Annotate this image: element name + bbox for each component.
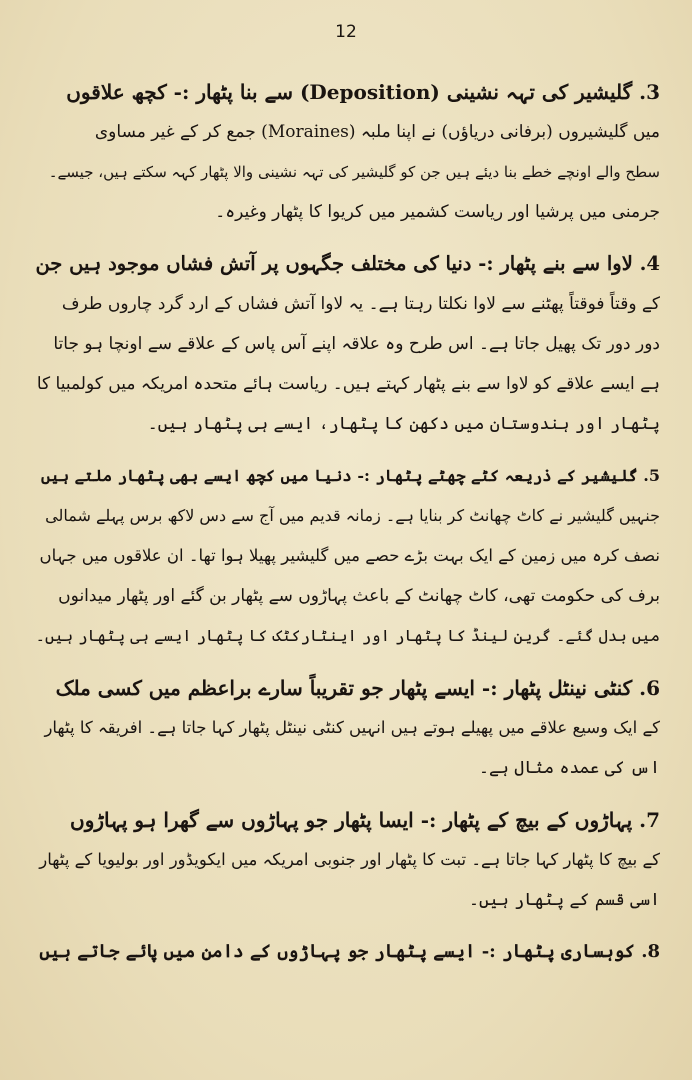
text-line: برف کی حکومت تھی، کاٹ چھانٹ کے باعث پہاڑوں سے پٹھار بن گئے اور پٹھار میدانوں bbox=[58, 586, 660, 606]
text-line: اسی قسم کے پٹھار ہیں۔ bbox=[469, 890, 660, 910]
text-line: سطح والے اونچے خطے بنا دیئے ہیں جن کو گلیشیر کی تہہ نشینی والا پٹھار کہہ سکتے ہیں، جیسے۔ bbox=[48, 163, 660, 181]
text-line: کے وقتاً فوقتاً پھٹنے سے لاوا نکلتا رہتا ہے۔ یہ لاوا آتش فشاں کے ارد گرد چاروں طرف bbox=[61, 294, 660, 314]
page-number: 12 bbox=[335, 22, 357, 42]
paragraph-gap bbox=[30, 232, 660, 244]
paragraph-gap bbox=[30, 920, 660, 932]
text-line: کے بیچ کا پٹھار کہا جاتا ہے۔ تبت کا پٹھار اور جنوبی امریکہ میں ایکویڈور اور بولیویا کے پٹھار bbox=[39, 850, 660, 869]
section-heading-line: 3. گلیشیر کی تہہ نشینی (Deposition) سے بنا پٹھار :- کچھ علاقوں bbox=[66, 80, 660, 104]
text-line: نصف کرہ میں زمین کے ایک بہت بڑے حصے میں گلیشیر پھیلا ہوا تھا۔ ان علاقوں میں جہاں bbox=[39, 546, 660, 565]
section-heading-line: 8. کوہساری پٹھار :- ایسے پٹھار جو پہاڑوں کے دامن میں پائے جاتے ہیں bbox=[39, 941, 660, 962]
section-heading-line: 4. لاوا سے بنے پٹھار :- دنیا کی مختلف جگہوں پر آتش فشاں موجود ہیں جن bbox=[35, 252, 660, 275]
section-heading-line: 5. گلیشیر کے ذریعہ کٹے چھٹے پٹھار :- دنیا میں کچھ ایسے بھی پٹھار ملتے ہیں bbox=[40, 466, 660, 485]
paragraph-gap bbox=[30, 444, 660, 456]
section-heading-line: 7. پہاڑوں کے بیچ کے پٹھار :- ایسا پٹھار جو پہاڑوں سے گھرا ہو پہاڑوں bbox=[70, 808, 660, 832]
paragraph-gap bbox=[30, 788, 660, 800]
text-body bbox=[30, 72, 660, 972]
text-line: جنہیں گلیشیر نے کاٹ چھانٹ کر بنایا ہے۔ زمانہ قدیم میں آج سے دس لاکھ برس پہلے شمالی bbox=[45, 506, 660, 525]
text-line: کے ایک وسیع علاقے میں پھیلے ہوتے ہیں انہیں کنٹی نینٹل پٹھار کہا جاتا ہے۔ افریقہ کا پٹھار bbox=[44, 718, 660, 737]
text-line: اس کی عمدہ مثال ہے۔ bbox=[479, 758, 660, 778]
text-line: پٹھار اور ہندوستان میں دکھن کا پٹھار، ایسے ہی پٹھار ہیں۔ bbox=[147, 414, 660, 434]
paragraph-gap bbox=[30, 656, 660, 668]
text-line: دور دور تک پھیل جاتا ہے۔ اس طرح وہ علاقہ اپنے آس پاس کے علاقے سے اونچا ہو جاتا bbox=[53, 334, 660, 354]
text-line: جرمنی میں پرشیا اور ریاست کشمیر میں کریوا کا پٹھار وغیرہ۔ bbox=[215, 202, 660, 222]
text-line: ہے ایسے علاقے کو لاوا سے بنے پٹھار کہتے ہیں۔ ریاست ہائے متحدہ امریکہ میں کولمبیا کا bbox=[36, 374, 660, 394]
text-line: میں بدل گئے۔ گرین لینڈ کا پٹھار اور اینٹارکٹک کا پٹھار ایسے ہی پٹھار ہیں۔ bbox=[35, 626, 660, 645]
text-line: میں گلیشیروں (برفانی دریاؤں) نے اپنا ملبہ (Moraines) جمع کر کے غیر مساوی bbox=[94, 122, 660, 142]
section-heading-line: 6. کنٹی نینٹل پٹھار :- ایسے پٹھار جو تقریباً سارے براعظم میں کسی ملک bbox=[55, 676, 660, 700]
